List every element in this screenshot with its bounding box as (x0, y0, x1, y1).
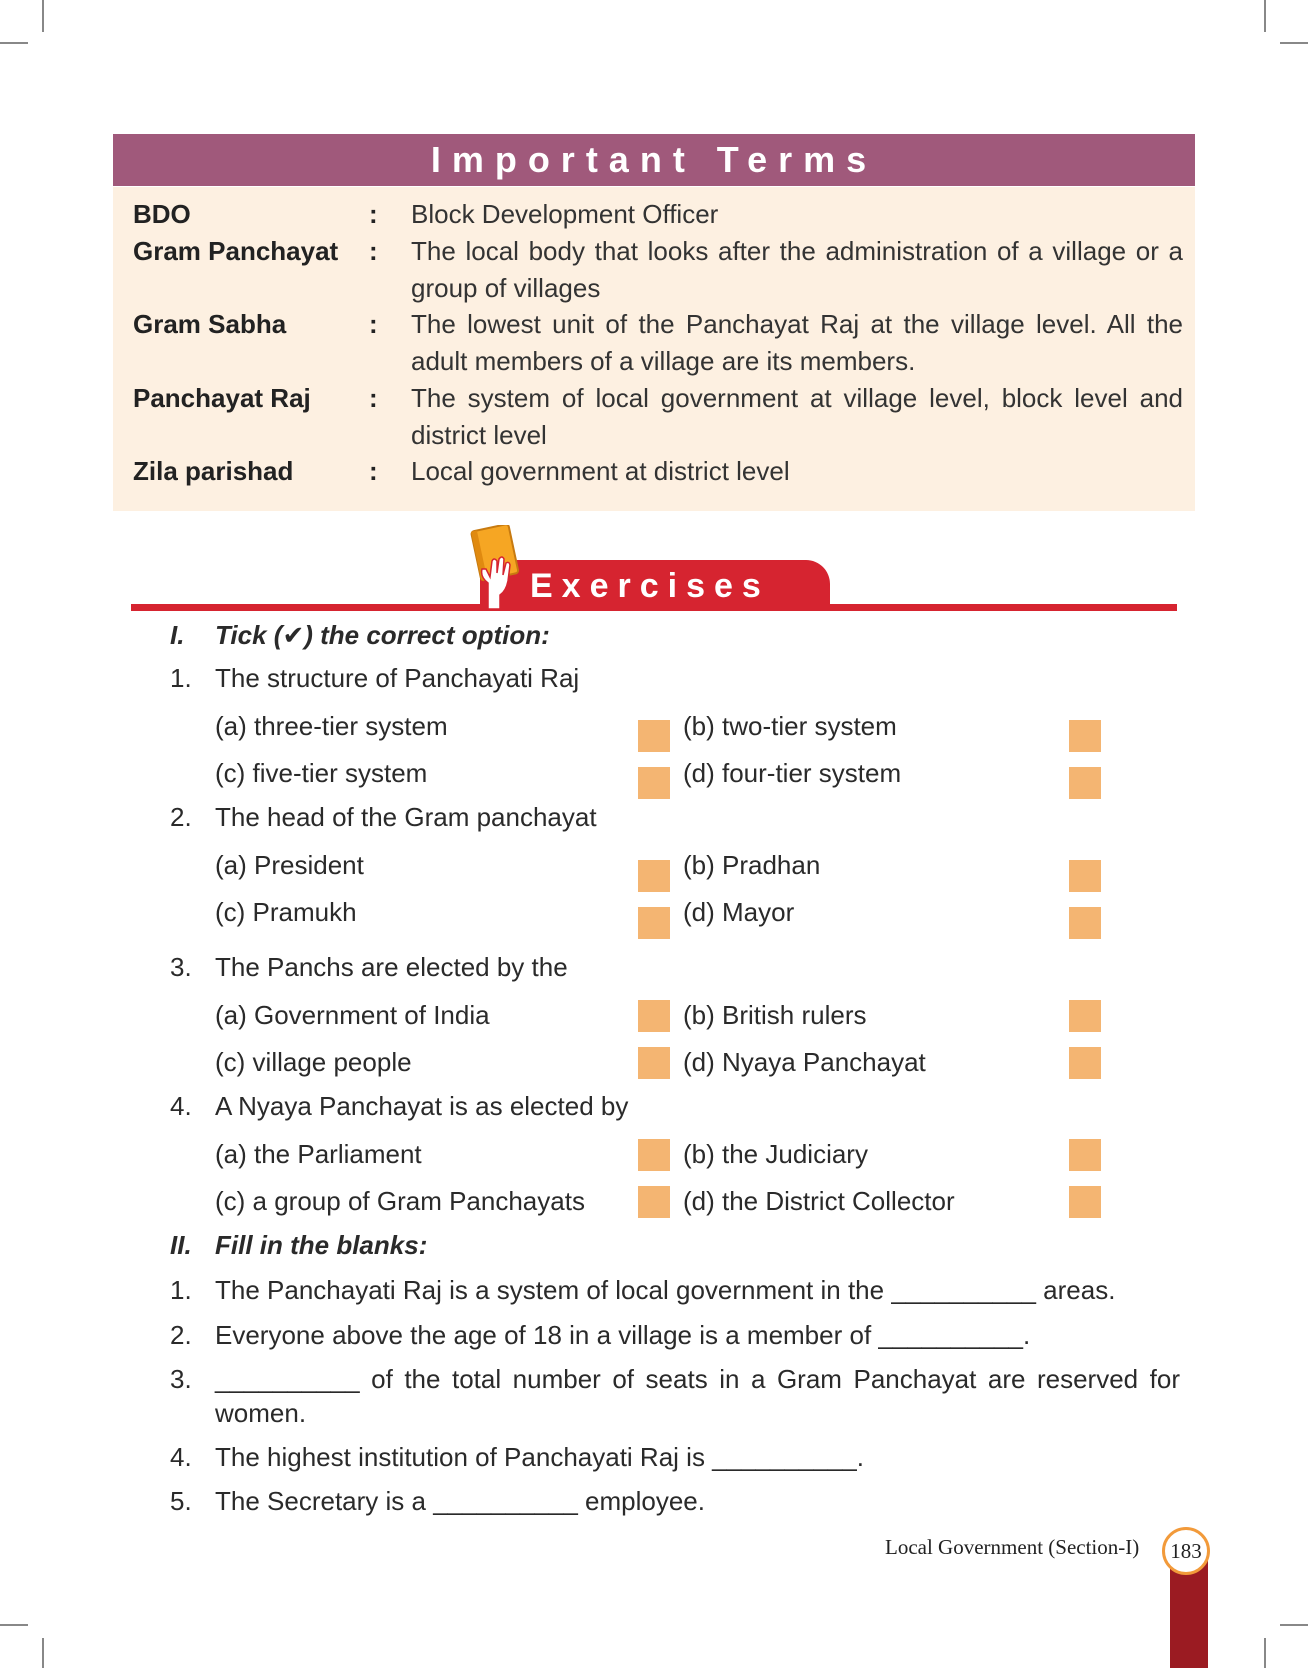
tick-box[interactable] (1069, 1047, 1101, 1079)
option-text: (d) Mayor (683, 897, 795, 927)
option-text: (a) three-tier system (215, 711, 448, 741)
term-definition: The lowest unit of the Panchayat Raj at the village level. All the adult members of a village are its members. (411, 309, 1183, 376)
exercises-title: Exercises (530, 567, 770, 605)
blank-text: The highest institution of Panchayati Raj is __________. (215, 1442, 864, 1472)
question-number: 3. (170, 952, 192, 982)
section-number: II. (170, 1230, 192, 1260)
term-name: BDO (133, 199, 191, 229)
tick-box[interactable] (638, 720, 670, 752)
blank-number: 3. (170, 1364, 192, 1394)
blank-text: The Secretary is a __________ employee. (215, 1486, 705, 1516)
crop-mark (42, 1638, 44, 1668)
option-text: (b) British rulers (683, 1000, 867, 1030)
option-text: (d) the District Collector (683, 1186, 955, 1216)
option-text: (b) the Judiciary (683, 1139, 868, 1169)
tick-box[interactable] (1069, 860, 1101, 892)
tick-box[interactable] (638, 1139, 670, 1171)
tick-box[interactable] (1069, 720, 1101, 752)
term-colon: : (369, 199, 378, 229)
option-text: (c) five-tier system (215, 758, 428, 788)
option-text: (a) President (215, 850, 364, 880)
section-heading: Fill in the blanks: (215, 1230, 428, 1260)
question-number: 1. (170, 663, 192, 693)
crop-mark (42, 0, 44, 32)
chapter-title: Local Government (Section-I) (885, 1535, 1140, 1559)
term-colon: : (369, 383, 378, 413)
blank-text: __________ of the total number of seats in a Gram Panchayat are reserved for women. (215, 1364, 1180, 1428)
crop-mark (0, 42, 28, 44)
blank-number: 1. (170, 1275, 192, 1305)
blank-number: 4. (170, 1442, 192, 1472)
question-text: The head of the Gram panchayat (215, 802, 597, 832)
blank-number: 2. (170, 1320, 192, 1350)
tick-box[interactable] (1069, 907, 1101, 939)
term-name: Gram Sabha (133, 309, 287, 339)
term-name: Gram Panchayat (133, 236, 339, 266)
crop-mark (1280, 1624, 1308, 1626)
option-text: (a) the Parliament (215, 1139, 422, 1169)
option-text: (b) two-tier system (683, 711, 897, 741)
tick-box[interactable] (638, 1186, 670, 1218)
blank-number: 5. (170, 1486, 192, 1516)
important-terms-title: Important Terms (113, 134, 1195, 186)
blank-text: The Panchayati Raj is a system of local government in the __________ areas. (215, 1275, 1116, 1305)
option-text: (a) Government of India (215, 1000, 490, 1030)
crop-mark (1264, 0, 1266, 32)
term-definition: The system of local government at village level, block level and district level (411, 383, 1183, 450)
crop-mark (1280, 42, 1308, 44)
question-text: A Nyaya Panchayat is as elected by (215, 1091, 629, 1121)
tick-box[interactable] (638, 860, 670, 892)
term-colon: : (369, 236, 378, 266)
tick-box[interactable] (1069, 1000, 1101, 1032)
question-text: The structure of Panchayati Raj (215, 663, 580, 693)
term-colon: : (369, 309, 378, 339)
tick-box[interactable] (638, 767, 670, 799)
hand-book-icon (466, 525, 526, 609)
term-definition: The local body that looks after the administration of a village or a group of villages (411, 236, 1183, 303)
question-number: 2. (170, 802, 192, 832)
term-definition: Local government at district level (411, 456, 790, 486)
question-number: 4. (170, 1091, 192, 1121)
section-number: I. (170, 620, 185, 650)
option-text: (d) four-tier system (683, 758, 902, 788)
important-terms-box (113, 187, 1195, 511)
tick-box[interactable] (638, 907, 670, 939)
term-name: Zila parishad (133, 456, 294, 486)
term-colon: : (369, 456, 378, 486)
tick-box[interactable] (638, 1000, 670, 1032)
section-heading: Tick (✔) the correct option: (215, 620, 550, 650)
option-text: (c) a group of Gram Panchayats (215, 1186, 585, 1216)
option-text: (b) Pradhan (683, 850, 821, 880)
term-definition: Block Development Officer (411, 199, 719, 229)
blank-text: Everyone above the age of 18 in a village is a member of __________. (215, 1320, 1031, 1350)
tick-box[interactable] (1069, 1186, 1101, 1218)
tick-box[interactable] (638, 1047, 670, 1079)
option-text: (c) Pramukh (215, 897, 357, 927)
tick-box[interactable] (1069, 767, 1101, 799)
tick-box[interactable] (1069, 1139, 1101, 1171)
option-text: (c) village people (215, 1047, 412, 1077)
question-text: The Panchs are elected by the (215, 952, 568, 982)
page-number: 183 (1162, 1527, 1210, 1575)
option-text: (d) Nyaya Panchayat (683, 1047, 926, 1077)
crop-mark (1264, 1638, 1266, 1668)
term-name: Panchayat Raj (133, 383, 311, 413)
crop-mark (0, 1624, 28, 1626)
